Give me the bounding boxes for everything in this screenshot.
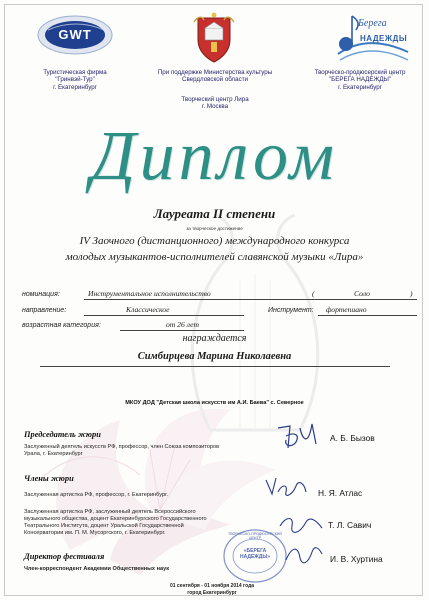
stamp-center [222,548,288,560]
contest-line-2: молодых музыкантов-исполнителей славянской музыки «Лира» [65,251,364,263]
stamp [222,528,288,584]
instrument-underline [318,315,417,316]
left-org-block [20,69,130,91]
school-name: МКОУ ДОД "Детская школа искусств им А.И. Баева" с. Северное [125,400,304,406]
member1-name: Н. Я. Атлас [318,488,363,498]
stamp-center-line: «БЕРЕГА [243,548,267,554]
right-logo-line2: НАДЕЖДЫ [360,34,408,43]
center-org-line: Свердловской области [181,76,248,84]
berega-nadezhdy-logo [330,10,412,68]
left-org-line: г. Екатеринбург [53,83,97,91]
right-logo-line1: Берега [358,18,387,29]
right-org-line: "БЕРЕГА НАДЕЖДЫ" [328,76,392,84]
diploma-title: Диплом [91,118,338,195]
footer-dates: 01 сентября - 01 ноября 2014 года [169,583,255,589]
right-org-block [300,69,420,91]
gwt-logo-text: GWT [58,27,92,42]
director-signature-icon [282,540,326,568]
nomination-value: Инструментальное исполнительство [88,289,211,298]
awarded-text: награждается [182,333,247,344]
center-sub-block [170,96,260,111]
left-org-line: "Гринвэй-Тур" [55,76,95,84]
instrument-label: Инструмент: [268,307,314,314]
footer-city: город Екатеринбург [187,590,237,596]
director-title: Директор фестиваля [24,552,105,561]
chair-desc-line: Заслуженный деятель искусств РФ, профессор, член Союза композиторов [24,444,220,450]
direction-underline [84,315,244,316]
recipient-name: Симбирцева Марина Николаевна [137,351,292,362]
member2-name: Т. Л. Савич [328,520,372,530]
chair-desc [24,444,284,458]
center-sub-line: г. Москва [201,103,229,111]
direction-label: направление: [22,307,67,314]
chair-title: Председатель жюри [24,430,101,439]
center-org-block [140,69,290,84]
age-underline [120,330,244,331]
center-org-line: При поддержке Министерства культуры [157,69,273,76]
nomination-extra: Соло [354,289,370,298]
nomination-paren-close: ) [410,289,413,298]
member2-desc-line: Заслуженная артистка РФ, заслуженный деятель Всероссийского [24,509,196,515]
director-name: И. В. Хуртина [330,554,383,564]
member2-desc-line: Консерватории им. П. М. Мусоргского, г. Екатеринбург. [24,530,166,536]
instrument-value: фортепиано [326,305,367,314]
gwt-logo [36,14,114,56]
achievement-note: за творческое достижение [186,226,243,231]
member2-desc-line: Театрального Института, доцент Уральской Государственной [24,523,184,529]
member1-signature-icon [262,474,310,502]
chair-signature-icon [272,418,322,454]
director-desc: Член-корреспондент Академии Общественных наук [24,566,169,572]
left-org-line: Туристическая фирма [43,69,107,76]
coat-of-arms-icon [192,12,236,64]
recipient-underline [40,366,390,367]
members-title: Члены жюри [24,474,74,483]
age-label: возрастная категория: [22,322,101,329]
chair-name: А. Б. Бызов [330,433,375,443]
age-value: от 26 лет [166,320,199,329]
stamp-ring-text: ТВОРЧЕСКО-ПРОДЮСЕРСКИЙ ЦЕНТР [228,532,282,540]
nomination-paren-open: ( [312,289,315,298]
center-sub-line: Творческий центр Лира [181,96,249,103]
laureate-degree: Лауреата II степени [153,206,276,221]
chair-desc-line: Урала, г. Екатеринбург [24,451,83,457]
contest-line-1: IV Заочного (дистанционного) международного конкурса [79,235,350,247]
right-org-line: г. Екатеринбург [338,83,382,91]
member1-desc: Заслуженная артистка РФ, профессор, г. Екатеринбург. [24,492,169,498]
member2-desc-line: музыкального общества, доцент Екатеринбургского Государственного [24,516,207,522]
nomination-underline [84,299,417,300]
stamp-center-line: НАДЕЖДЫ» [239,554,271,560]
right-org-line: Творческо-продюсерский центр [314,69,406,76]
direction-value: Классическое [126,305,170,314]
nomination-label: номинация: [22,291,60,298]
